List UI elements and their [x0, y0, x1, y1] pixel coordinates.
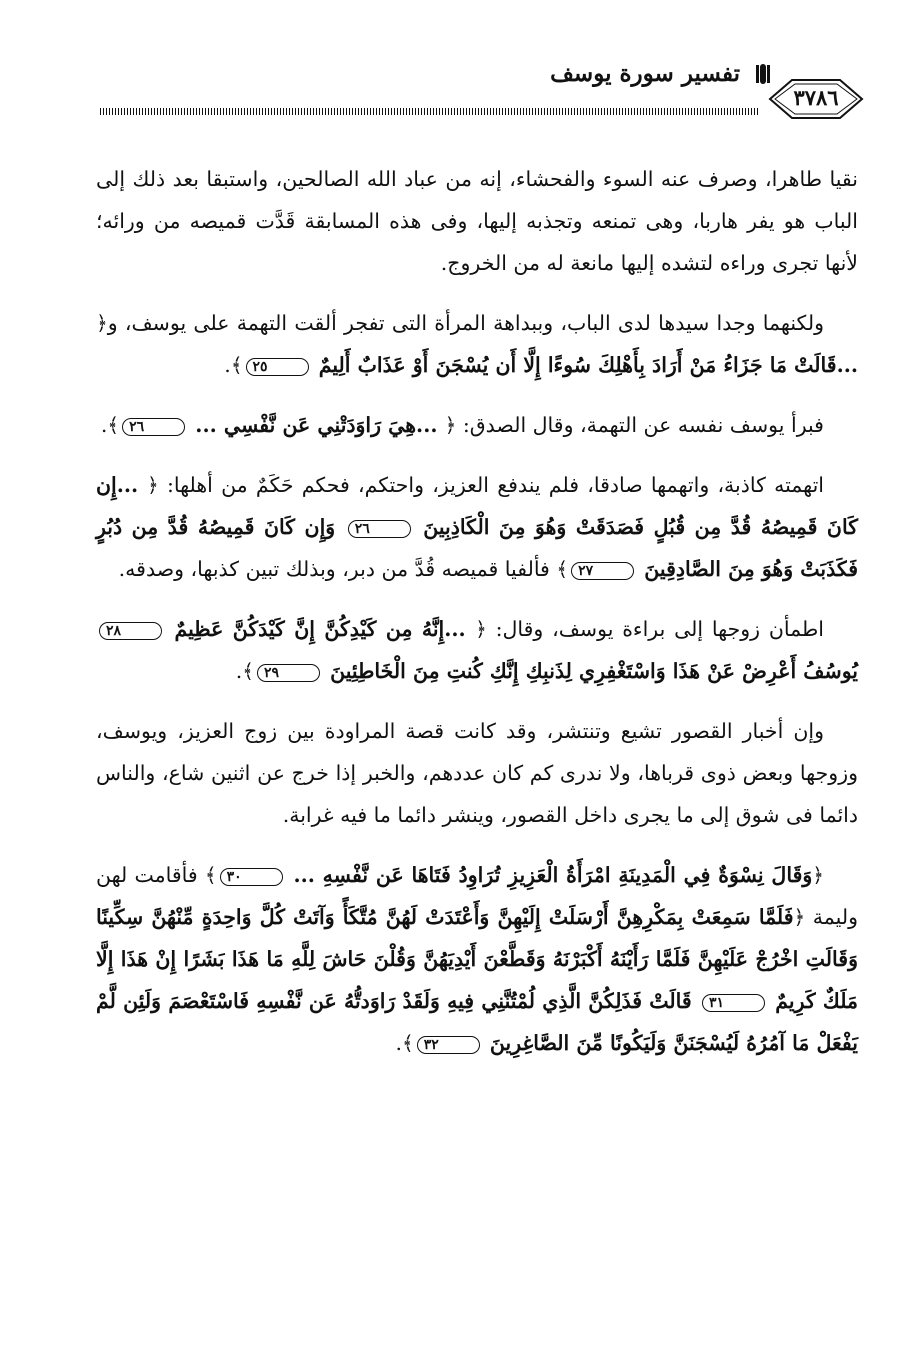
quran-open-bracket: ﴿ — [475, 617, 487, 641]
prose-text: اطمأن زوجها إلى براءة يوسف، وقال: — [486, 617, 825, 641]
verse-number: ٣٠ — [220, 868, 283, 886]
quran-close-bracket: ﴾ — [204, 863, 217, 887]
verse-number: ٢٥ — [246, 358, 309, 376]
verse-number: ٢٩ — [257, 664, 320, 682]
verse-number: ٢٨ — [99, 622, 162, 640]
paragraph-3 — [96, 404, 858, 446]
header-rule — [100, 108, 760, 115]
paragraph-6: وإن أخبار القصور تشيع وتنتشر، وقد كانت قصة المراودة بين زوج العزيز، ويوسف، وزوجها وبعض ذوى قرباها، ولا ندرى كم كان عددهم، والخبر إذا خرج عن اثنين شاع، والناس دائما فى شوق إلى ما يجرى داخل القصور، وينشر دائما ما فيه غرابة. — [96, 719, 858, 827]
quran-close-bracket: ﴾ — [230, 353, 243, 377]
quran-verse-text: ...هِيَ رَاوَدَتْنِي عَن نَّفْسِي ... — [188, 413, 445, 437]
page-number: ٣٧٨٦ — [793, 85, 839, 110]
quran-verse-text: وَقَالَ نِسْوَةٌ فِي الْمَدِينَةِ امْرَأَةُ الْعَزِيزِ تُرَاوِدُ فَتَاهَا عَن نَّفْسِهِ ... — [285, 863, 813, 887]
quran-verse-text: ...إِن كَانَ قَمِيصُهُ قُدَّ مِن قُبُلٍ فَصَدَقَتْ وَهُوَ مِنَ الْكَاذِبِينَ — [96, 473, 858, 539]
verse-number: ٢٧ — [571, 562, 634, 580]
verse-number: ٣١ — [702, 994, 765, 1012]
paragraph-4 — [96, 464, 858, 590]
quran-open-bracket: ﴿ — [793, 905, 806, 929]
quran-verse-text: وَإِن كَانَ قَمِيصُهُ قُدَّ مِن دُبُرٍ فَكَذَبَتْ وَهُوَ مِنَ الصَّادِقِينَ — [96, 515, 858, 581]
quran-open-bracket: ﴿ — [147, 473, 159, 497]
quran-close-bracket: ﴾ — [107, 413, 120, 437]
paragraph-2 — [96, 302, 858, 386]
prose-text: . — [235, 659, 243, 683]
quran-verse-text: فَلَمَّا سَمِعَتْ بِمَكْرِهِنَّ أَرْسَلَتْ إِلَيْهِنَّ وَأَعْتَدَتْ لَهُنَّ مُتَّكَأً وَآتَتْ كُلَّ وَاحِدَةٍ مِّنْهُنَّ سِكِّينًا وَقَالَتِ اخْرُجْ عَلَيْهِنَّ فَلَمَّا رَأَيْنَهُ أَكْبَرْنَهُ وَقَطَّعْنَ أَيْدِيَهُنَّ وَقُلْنَ حَاشَ لِلَّهِ مَا هَذَا بَشَرًا إِنْ هَذَا إِلَّا مَلَكٌ كَرِيمٌ — [96, 905, 858, 1013]
quran-open-bracket: ﴿ — [812, 863, 824, 887]
prose-text: . — [100, 413, 108, 437]
prose-text: اتهمته كاذبة، واتهمها صادقا، فلم يندفع العزيز، واحتكم، فحكم حَكَمٌ من أهلها: — [158, 473, 824, 497]
prose-text: ولكنهما وجدا سيدها لدى الباب، وببداهة المرأة التى تفجر ألقت التهمة على يوسف، و — [107, 311, 824, 335]
page-header — [100, 48, 870, 138]
page-body — [96, 158, 858, 1082]
paragraph-1: نقيا طاهرا، وصرف عنه السوء والفحشاء، إنه من عباد الله الصالحين، واستبقا بعد ذلك إلى الباب هو يفر هاربا، وهى تمنعه وتجذبه إليها، وفى هذه المسابقة قَدَّت قميصه من ورائه؛ لأنها تجرى وراءه لتشده إليها مانعة له من الخروج. — [96, 167, 858, 275]
prose-text: فألفيا قميصه قُدَّ من دبر، وبذلك تبين كذبها، وصدقه. — [118, 557, 557, 581]
book-ornament-icon — [752, 64, 774, 84]
quran-close-bracket: ﴾ — [556, 557, 569, 581]
prose-text: فبرأ يوسف نفسه عن التهمة، وقال الصدق: — [456, 413, 824, 437]
paragraph-5 — [96, 608, 858, 692]
verse-number: ٢٦ — [348, 520, 411, 538]
verse-number: ٢٦ — [122, 418, 185, 436]
quran-close-bracket: ﴾ — [242, 659, 254, 683]
quran-verse-text: قَالَتْ فَذَلِكُنَّ الَّذِي لُمْتُنَّنِي فِيهِ وَلَقَدْ رَاوَدتُّهُ عَن نَّفْسِهِ فَاسْتَعْصَمَ وَلَئِن لَّمْ يَفْعَلْ مَا آمُرُهُ لَيُسْجَنَنَّ وَلَيَكُونًا مِّنَ الصَّاغِرِينَ — [96, 989, 858, 1055]
prose-text: . — [395, 1031, 402, 1055]
page-number-badge — [762, 76, 870, 122]
quran-close-bracket: ﴾ — [401, 1031, 414, 1055]
running-title: تفسير سورة يوسف — [550, 60, 740, 87]
prose-text: فأقامت لهن وليمة — [96, 863, 858, 929]
quran-open-bracket: ﴿ — [444, 413, 457, 437]
paragraph-7 — [96, 854, 858, 1064]
quran-verse-text: ...قَالَتْ مَا جَزَاءُ مَنْ أَرَادَ بِأَهْلِكَ سُوءًا إِلَّا أَن يُسْجَنَ أَوْ عَذَابٌ أَلِيمٌ — [311, 353, 858, 377]
prose-text: . — [224, 353, 231, 377]
quran-verse-text: يُوسُفُ أَعْرِضْ عَنْ هَذَا وَاسْتَغْفِرِي لِذَنبِكِ إِنَّكِ كُنتِ مِنَ الْخَاطِئِينَ — [323, 659, 858, 683]
verse-number: ٣٢ — [417, 1036, 480, 1054]
quran-verse-text: ...إِنَّهُ مِن كَيْدِكُنَّ إِنَّ كَيْدَكُنَّ عَظِيمٌ — [165, 617, 476, 641]
quran-open-bracket: ﴿ — [96, 311, 108, 335]
